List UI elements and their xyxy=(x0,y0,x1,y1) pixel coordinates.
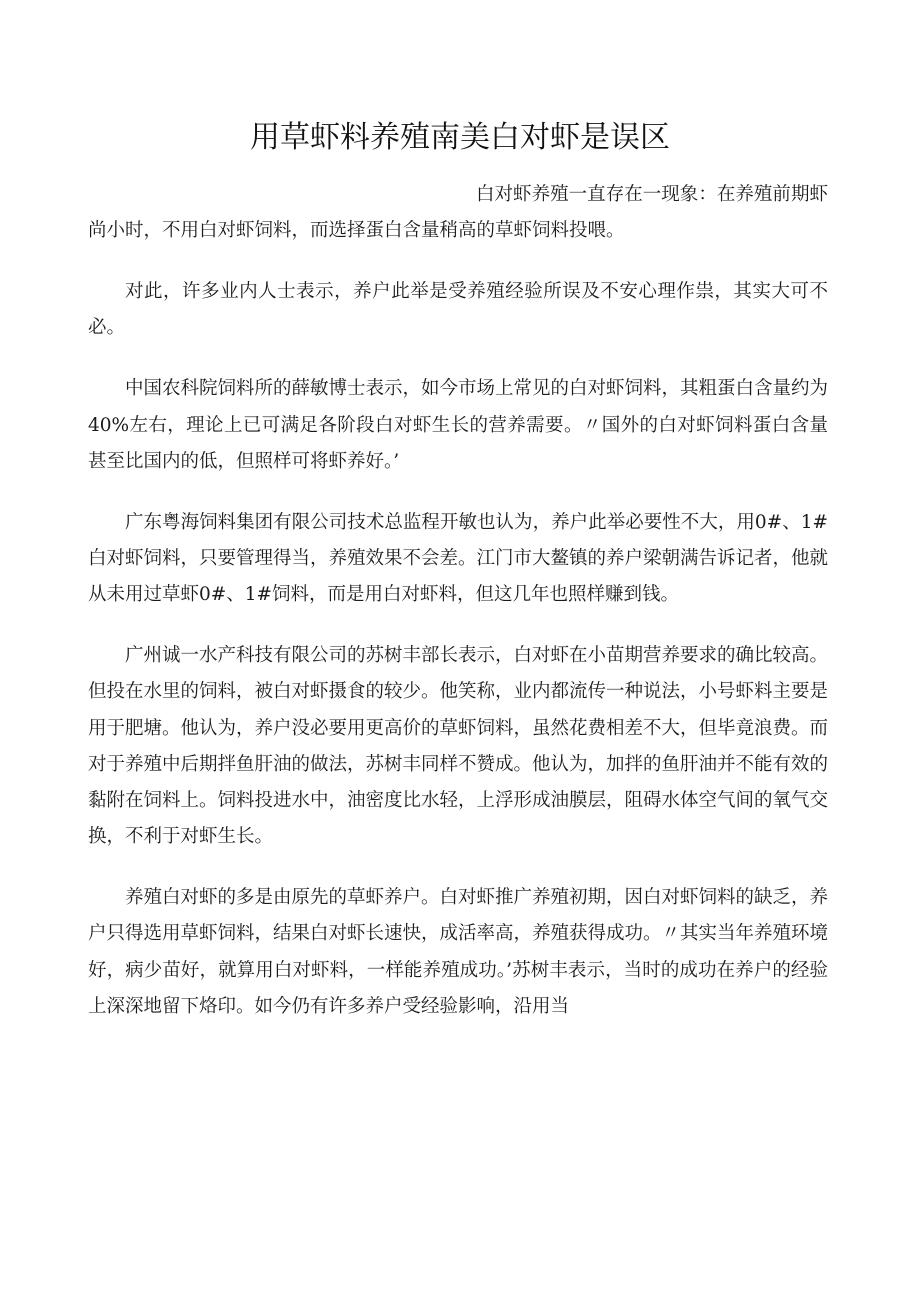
paragraph-2: 对此，许多业内人士表示，养户此举是受养殖经验所误及不安心理作祟，其实大可不必。 xyxy=(88,281,828,339)
paragraph-6: 养殖白对虾的多是由原先的草虾养户。白对虾推广养殖初期，因白对虾饲料的缺乏，养户只得选用草虾饲料，结果白对虾长速快，成活率高，养殖获得成功。〃其实当年养殖环境好，病少苗好，就算用白对虾料，一样能养殖成功。’苏树丰表示，当时的成功在养户的经验上深深地留下烙印。如今仍有许多养户受经验影响，沿用当 xyxy=(88,887,829,1017)
paragraph-4: 广东粤海饲料集团有限公司技术总监程开敏也认为，养户此举必要性不大，用0#、1#白对虾饲料，只要管理得当，养殖效果不会差。江门市大鳌镇的养户梁朝满告诉记者，他就从未用过草虾0#、1#饲料，而是用白对虾料，但这几年也照样赚到钱。 xyxy=(88,511,829,606)
document-title: 用草虾料养殖南美白对虾是误区 xyxy=(250,120,670,155)
document-body xyxy=(88,177,828,1050)
paragraph-1: 白对虾养殖一直存在一现象：在养殖前期虾尚小时，不用白对虾饲料，而选择蛋白含量稍高的草虾饲料投喂。 xyxy=(88,184,828,242)
paragraph-3: 中国农科院饲料所的薛敏博士表示，如今市场上常见的白对虾饲料，其粗蛋白含量约为40%左右，理论上已可满足各阶段白对虾生长的营养需要。〃国外的白对虾饲料蛋白含量甚至比国内的低，但照样可将虾养好。’ xyxy=(88,378,829,472)
paragraph-5: 广州诚一水产科技有限公司的苏树丰部长表示，白对虾在小苗期营养要求的确比较高。但投在水里的饲料，被白对虾摄食的较少。他笑称，业内都流传一种说法，小号虾料主要是用于肥塘。他认为，养户没必要用更高价的草虾饲料，虽然花费相差不大，但毕竟浪费。而对于养殖中后期拌鱼肝油的做法，苏树丰同样不赞成。他认为，加拌的鱼肝油并不能有效的黏附在饲料上。饲料投进水中，油密度比水轻，上浮形成油膜层，阻碍水体空气间的氧气交换，不利于对虾生长。 xyxy=(88,645,829,848)
